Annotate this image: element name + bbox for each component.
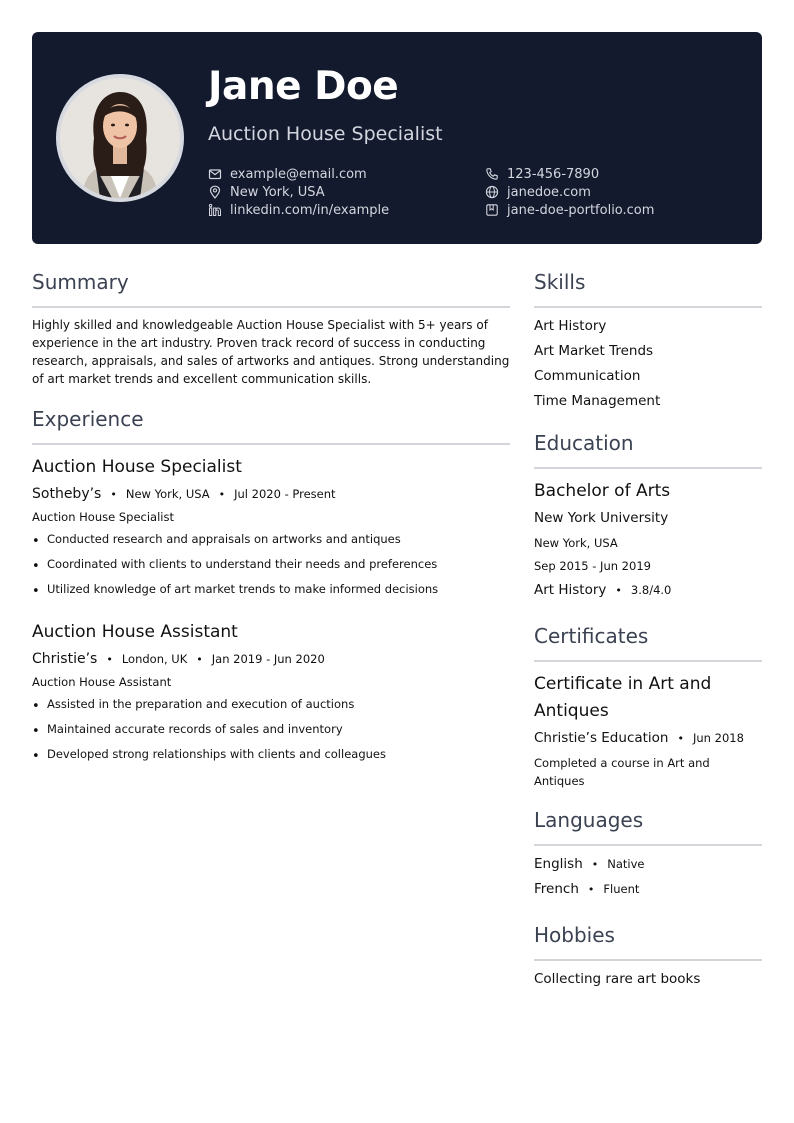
- separator-dot: •: [677, 732, 684, 745]
- contact-phone[interactable]: [485, 165, 599, 183]
- language-level: Fluent: [603, 882, 640, 896]
- language-level: Native: [607, 857, 645, 871]
- education-dates: Sep 2015 - Jun 2019: [534, 559, 651, 573]
- contact-email-text: example@email.com: [230, 166, 367, 182]
- contact-linkedin-text: linkedin.com/in/example: [230, 202, 390, 218]
- education-field: Art History: [534, 582, 607, 598]
- contact-portfolio[interactable]: [485, 201, 654, 219]
- separator-dot: •: [587, 883, 595, 896]
- separator-dot: •: [615, 584, 622, 597]
- contact-portfolio-text: jane-doe-portfolio.com: [507, 202, 655, 218]
- education-gpa: 3.8/4.0: [630, 583, 672, 597]
- job-bullet-text: Utilized knowledge of art market trends to make informed decisions: [47, 582, 439, 596]
- certificates-heading: Certificates: [534, 624, 649, 648]
- language-item: [534, 856, 645, 872]
- bullet-dot: •: [32, 724, 40, 739]
- bullet-dot: •: [32, 749, 40, 764]
- bullet-dot: •: [32, 584, 40, 599]
- education-field-gpa: [534, 582, 671, 598]
- job-dates: Jan 2019 - Jun 2020: [211, 652, 325, 666]
- globe-icon: [485, 185, 499, 199]
- separator-dot: •: [110, 488, 117, 501]
- job-subtitle: Auction House Specialist: [32, 510, 174, 524]
- summary-text: Highly skilled and knowledgeable Auction House Specialist with 5+ years of experience in the art industry. Proven track record of success in conducting research, appraisals, and sales of artworks and antiques. Strong understanding of art market trends and excellent communication skills.: [32, 318, 510, 386]
- skills-divider: [534, 306, 762, 308]
- contact-website[interactable]: [485, 183, 591, 201]
- certificate-meta: [534, 730, 744, 746]
- education-degree: Bachelor of Arts: [534, 481, 671, 501]
- skill-item: Art History: [534, 318, 607, 334]
- job-bullet-text: Maintained accurate records of sales and inventory: [47, 722, 343, 736]
- job-location: London, UK: [121, 652, 188, 666]
- contact-phone-text: 123-456-7890: [507, 166, 600, 182]
- separator-dot: •: [196, 653, 203, 666]
- contact-location: [208, 183, 325, 201]
- language-item: [534, 881, 639, 897]
- location-pin-icon: [208, 185, 222, 199]
- separator-dot: •: [218, 488, 226, 501]
- job-company: Sotheby’s: [32, 486, 102, 502]
- linkedin-icon: [208, 203, 222, 217]
- education-school: New York University: [534, 510, 669, 526]
- profile-photo-illustration: [60, 78, 180, 198]
- bullet-dot: •: [32, 534, 40, 549]
- skill-item: Time Management: [534, 393, 661, 409]
- contact-location-text: New York, USA: [230, 184, 325, 200]
- contact-website-text: janedoe.com: [507, 184, 591, 200]
- languages-heading: Languages: [534, 808, 644, 832]
- candidate-name: Jane Doe: [208, 64, 399, 109]
- separator-dot: •: [591, 858, 599, 871]
- contact-linkedin[interactable]: [208, 201, 389, 219]
- job-company: Christie’s: [32, 651, 98, 667]
- job-title: Auction House Specialist: [32, 457, 242, 477]
- job-dates: Jul 2020 - Present: [234, 487, 336, 501]
- job-bullet-text: Assisted in the preparation and execution of auctions: [47, 697, 355, 711]
- certificate-date: Jun 2018: [693, 731, 744, 745]
- summary-heading: Summary: [32, 270, 129, 294]
- separator-dot: •: [106, 653, 113, 666]
- candidate-title: Auction House Specialist: [208, 123, 443, 145]
- skills-heading: Skills: [534, 270, 586, 294]
- job-meta: [32, 651, 325, 667]
- language-name: French: [534, 881, 579, 897]
- job-subtitle: Auction House Assistant: [32, 675, 172, 689]
- job-title: Auction House Assistant: [32, 622, 238, 642]
- mail-icon: [208, 167, 222, 181]
- education-divider: [534, 467, 762, 469]
- hobbies-divider: [534, 959, 762, 961]
- hobbies-heading: Hobbies: [534, 923, 615, 947]
- language-name: English: [534, 856, 583, 872]
- certificate-title: Certificate in Art and Antiques: [534, 674, 712, 721]
- skill-item: Art Market Trends: [534, 343, 654, 359]
- profile-photo: [56, 74, 184, 202]
- certificate-description: Completed a course in Art and Antiques: [534, 756, 710, 788]
- experience-divider: [32, 443, 510, 445]
- summary-divider: [32, 306, 510, 308]
- certificates-divider: [534, 660, 762, 662]
- job-bullet: [32, 531, 401, 550]
- certificate-issuer: Christie’s Education: [534, 730, 669, 746]
- job-bullet: [32, 746, 386, 765]
- hobby-item: Collecting rare art books: [534, 971, 701, 987]
- job-bullet: [32, 696, 354, 715]
- education-location: New York, USA: [534, 536, 618, 550]
- phone-icon: [485, 167, 499, 181]
- resume-header: [32, 32, 762, 244]
- experience-heading: Experience: [32, 407, 144, 431]
- education-heading: Education: [534, 431, 634, 455]
- portfolio-icon: [485, 203, 499, 217]
- job-bullet: [32, 721, 343, 740]
- languages-divider: [534, 844, 762, 846]
- job-meta: [32, 486, 336, 502]
- bullet-dot: •: [32, 699, 40, 714]
- job-bullet-text: Developed strong relationships with clients and colleagues: [47, 747, 386, 761]
- job-bullet: [32, 556, 437, 575]
- job-location: New York, USA: [125, 487, 210, 501]
- skill-item: Communication: [534, 368, 641, 384]
- bullet-dot: •: [32, 559, 40, 574]
- job-bullet-text: Conducted research and appraisals on artworks and antiques: [47, 532, 401, 546]
- job-bullet-text: Coordinated with clients to understand their needs and preferences: [47, 557, 438, 571]
- job-bullet: [32, 581, 438, 600]
- contact-email[interactable]: [208, 165, 367, 183]
